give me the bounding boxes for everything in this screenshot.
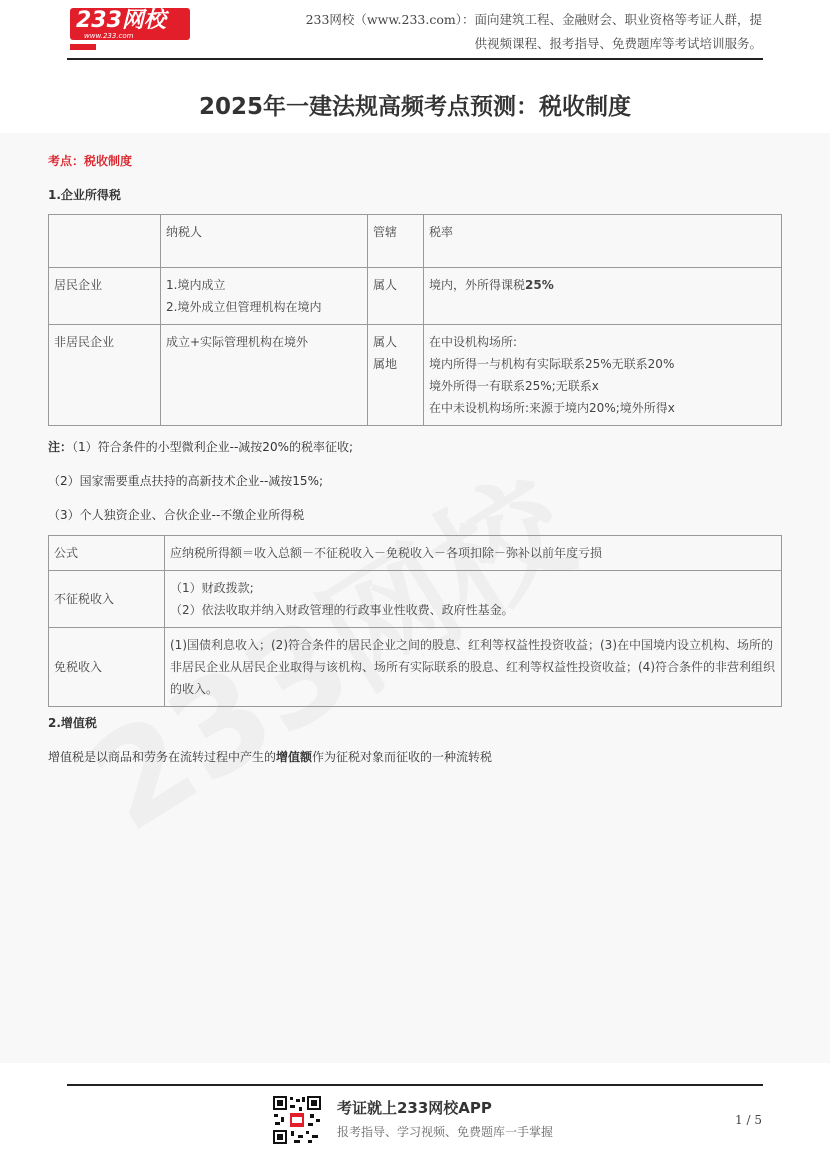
taxpayer-line: 2.境外成立但管理机构在境内 bbox=[166, 300, 322, 314]
note-1 bbox=[48, 438, 353, 455]
value-line: （1）财政拨款; bbox=[170, 581, 254, 595]
taxpayer-line: 1.境内成立 bbox=[166, 278, 226, 292]
table-row bbox=[49, 325, 782, 426]
table-row bbox=[49, 268, 782, 325]
row-taxpayer bbox=[161, 268, 368, 325]
row-rate bbox=[424, 325, 782, 426]
note-text: （1）符合条件的小型微利企业--减按20%的税率征收; bbox=[72, 440, 354, 454]
app-promo-title: 考证就上233网校APP bbox=[337, 1099, 492, 1117]
row-value: 应纳税所得额＝收入总额－不征税收入－免税收入－各项扣除－弥补以前年度亏损 bbox=[165, 536, 782, 571]
header-desc-line1: 233网校（www.233.com）：面向建筑工程、金融财会、职业资格等考证人群，提 bbox=[305, 12, 762, 27]
table-header-row bbox=[49, 215, 782, 268]
rate-line: 境内所得一与机构有实际联系25%无联系20% bbox=[429, 357, 675, 371]
page-body bbox=[0, 133, 830, 1063]
header-desc-line2: 供视频课程、报考指导、免费题库等考试培训服务。 bbox=[474, 36, 762, 51]
row-jurisdiction bbox=[368, 325, 424, 426]
document-title: 2025年一建法规高频考点预测：税收制度 bbox=[198, 94, 631, 120]
brand-logo[interactable] bbox=[70, 8, 205, 46]
row-type: 居民企业 bbox=[49, 268, 161, 325]
section1-heading: 1.企业所得税 bbox=[48, 188, 121, 202]
logo-url: www.233.com bbox=[84, 32, 134, 40]
row-rate bbox=[424, 268, 782, 325]
note-2: （2）国家需要重点扶持的高新技术企业--减按15%; bbox=[48, 474, 324, 488]
table-header-cell bbox=[49, 215, 161, 268]
app-promo-subtitle: 报考指导、学习视频、免费题库一手掌握 bbox=[337, 1125, 554, 1139]
row-label: 公式 bbox=[49, 536, 165, 571]
footer-divider bbox=[67, 1084, 763, 1086]
row-value: (1)国债利息收入；(2)符合条件的居民企业之间的股息、红利等权益性投资收益；(3)在中国境内设立机构、场所的非居民企业从居民企业取得与该机构、场所有实际联系的股息、红利等权益性投资收益；(4)符合条件的非营利组织的收入。 bbox=[165, 628, 782, 707]
page-indicator: 1 / 5 bbox=[735, 1113, 762, 1127]
row-label: 不征税收入 bbox=[49, 571, 165, 628]
section2-heading: 2.增值税 bbox=[48, 716, 97, 730]
header-divider bbox=[67, 58, 763, 60]
vat-text-end: 作为征税对象而征收的一种流转税 bbox=[312, 750, 493, 764]
table-header-cell: 纳税人 bbox=[161, 215, 368, 268]
value-line: （2）依法收取并纳入财政管理的行政事业性收费、政府性基金。 bbox=[170, 603, 514, 617]
kaodian-label: 考点：税收制度 bbox=[48, 154, 133, 168]
rate-line: 境外所得一有联系25%;无联系x bbox=[429, 379, 599, 393]
income-tax-table bbox=[48, 214, 782, 426]
page-footer bbox=[0, 1063, 830, 1175]
row-taxpayer: 成立+实际管理机构在境外 bbox=[161, 325, 368, 426]
table-row bbox=[49, 571, 782, 628]
row-value bbox=[165, 571, 782, 628]
table-header-cell: 税率 bbox=[424, 215, 782, 268]
jurisdiction-line: 属地 bbox=[373, 357, 398, 371]
row-label: 免税收入 bbox=[49, 628, 165, 707]
vat-bold: 增值额 bbox=[276, 750, 313, 764]
row-jurisdiction: 属人 bbox=[368, 268, 424, 325]
logo-accent bbox=[70, 44, 96, 50]
rate-text: 境内，外所得课税 bbox=[429, 278, 526, 292]
logo-badge: 233网校 bbox=[70, 8, 190, 40]
rate-value: 25% bbox=[525, 278, 554, 292]
rate-line: 在中未设机构场所:来源于境内20%;境外所得x bbox=[429, 401, 675, 415]
page-header bbox=[0, 0, 830, 133]
table-row bbox=[49, 628, 782, 707]
table-header-cell: 管辖 bbox=[368, 215, 424, 268]
vat-paragraph bbox=[48, 748, 492, 765]
vat-text: 增值税是以商品和劳务在流转过程中产生的 bbox=[48, 750, 277, 764]
rate-line: 在中设机构场所: bbox=[429, 335, 518, 349]
header-description bbox=[282, 8, 762, 56]
row-type: 非居民企业 bbox=[49, 325, 161, 426]
income-formula-table bbox=[48, 535, 782, 707]
note-label: 注： bbox=[48, 440, 73, 454]
note-3: （3）个人独资企业、合伙企业--不缴企业所得税 bbox=[48, 508, 305, 522]
table-row bbox=[49, 536, 782, 571]
qr-code-icon[interactable] bbox=[272, 1095, 322, 1145]
jurisdiction-line: 属人 bbox=[373, 335, 398, 349]
